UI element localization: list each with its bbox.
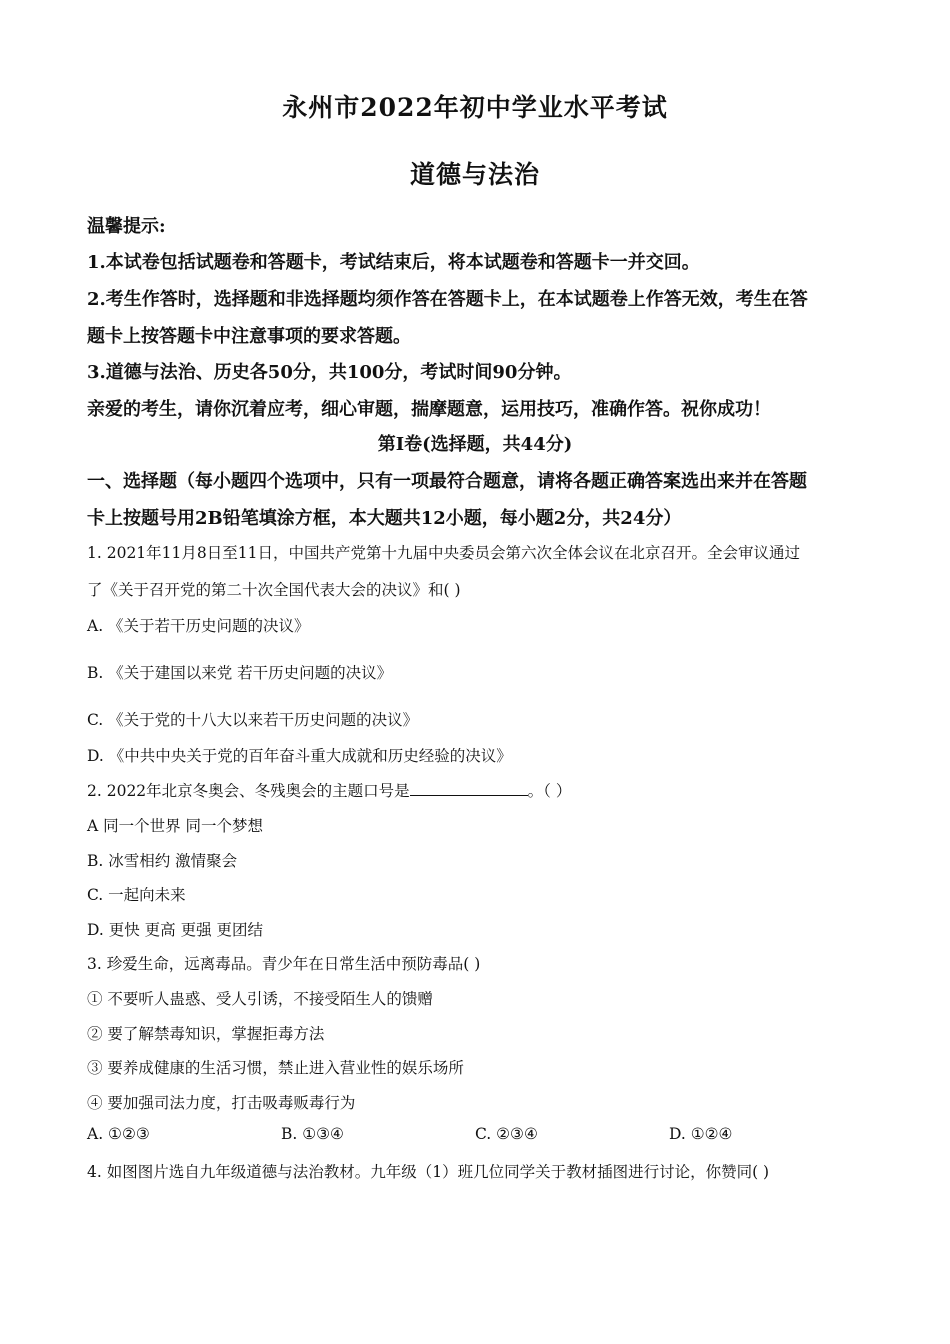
q1-option-b: B. 《关于建国以来党 若干历史问题的决议》 — [87, 664, 393, 682]
q4-stem: 4. 如图图片选自九年级道德与法治教材。九年级（1）班几位同学关于教材插图进行讨论，你赞同( ) — [87, 1163, 770, 1181]
q3-item-1: ① 不要听人蛊惑、受人引诱，不接受陌生人的馈赠 — [87, 990, 433, 1008]
notice-encouragement: 亲爱的考生，请你沉着应考，细心审题，揣摩题意，运用技巧，准确作答。祝你成功！ — [87, 399, 771, 420]
answer-blank — [410, 781, 528, 796]
q3-item-2: ② 要了解禁毒知识，掌握拒毒方法 — [87, 1025, 325, 1043]
section-heading-line2: 卡上按题号用2B铅笔填涂方框，本大题共12小题，每小题2分，共24分） — [87, 508, 682, 529]
notice-heading: 温馨提示: — [87, 216, 166, 237]
part-title: 第Ⅰ卷(选择题，共44分) — [377, 434, 573, 455]
q3-option-b: B. ①③④ — [281, 1125, 344, 1143]
q2-stem — [87, 779, 571, 801]
q3-options — [87, 1125, 732, 1143]
q3-stem: 3. 珍爱生命，远离毒品。青少年在日常生活中预防毒品( ) — [87, 955, 481, 973]
notice-item-3: 3.道德与法治、历史各50分，共100分，考试时间90分钟。 — [87, 362, 572, 383]
q1-option-c: C. 《关于党的十八大以来若干历史问题的决议》 — [87, 711, 419, 729]
notice-item-2-cont: 题卡上按答题卡中注意事项的要求答题。 — [87, 326, 411, 347]
subject-title: 道德与法治 — [409, 160, 540, 189]
exam-title: 永州市2022年初中学业水平考试 — [282, 93, 668, 122]
q3-item-4: ④ 要加强司法力度，打击吸毒贩毒行为 — [87, 1094, 356, 1112]
section-heading-line1: 一、选择题（每小题四个选项中，只有一项最符合题意，请将各题正确答案选出来并在答题 — [87, 471, 807, 492]
q1-option-a: A. 《关于若干历史问题的决议》 — [87, 617, 310, 635]
q3-option-c: C. ②③④ — [475, 1125, 538, 1143]
q2-option-a: A 同一个世界 同一个梦想 — [87, 817, 264, 835]
q3-option-a: A. ①②③ — [87, 1125, 150, 1143]
q2-option-c: C. 一起向未来 — [87, 886, 186, 904]
q2-stem-end: 。（ ） — [527, 782, 572, 800]
q2-option-b: B. 冰雪相约 激情聚会 — [87, 852, 238, 870]
q2-stem-text: 2. 2022年北京冬奥会、冬残奥会的主题口号是 — [87, 782, 410, 800]
q3-option-d: D. ①②④ — [669, 1125, 733, 1143]
q1-stem-line2: 了《关于召开党的第二十次全国代表大会的决议》和( ) — [87, 581, 461, 599]
q1-stem-line1: 1. 2021年11月8日至11日，中国共产党第十九届中央委员会第六次全体会议在北京召开。全会审议通过 — [87, 544, 800, 562]
notice-item-2: 2.考生作答时，选择题和非选择题均须作答在答题卡上，在本试题卷上作答无效，考生在答 — [87, 289, 808, 310]
q3-item-3: ③ 要养成健康的生活习惯，禁止进入营业性的娱乐场所 — [87, 1059, 464, 1077]
q2-option-d: D. 更快 更高 更强 更团结 — [87, 921, 264, 939]
notice-item-1: 1.本试卷包括试题卷和答题卡，考试结束后，将本试题卷和答题卡一并交回。 — [87, 252, 700, 273]
q1-option-d: D. 《中共中央关于党的百年奋斗重大成就和历史经验的决议》 — [87, 747, 512, 765]
